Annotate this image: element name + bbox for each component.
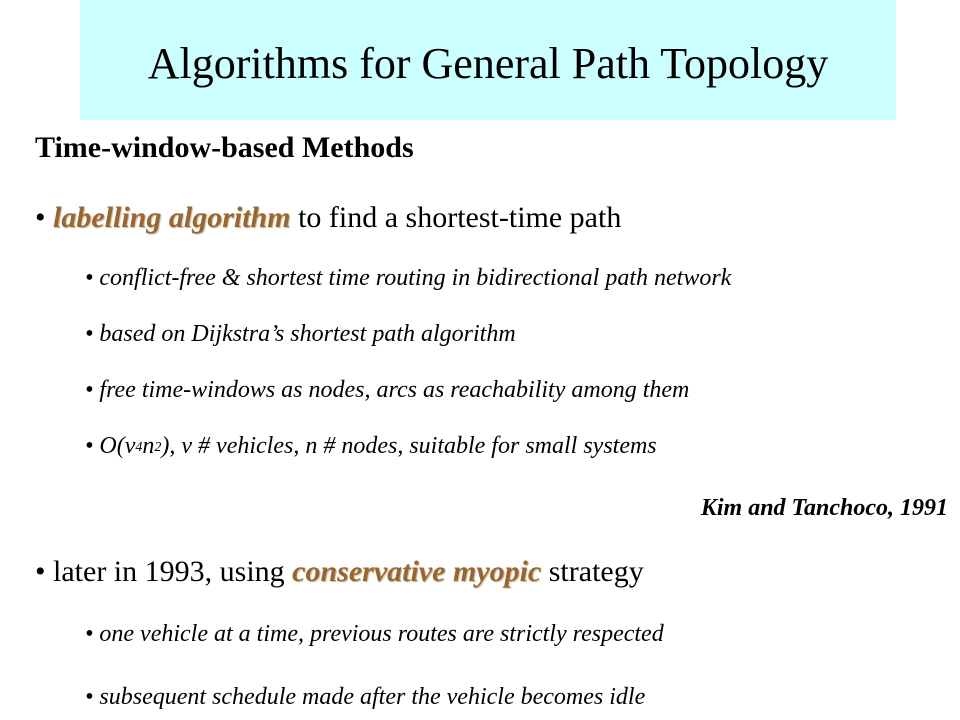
sub-bullet-marker: • [85,684,94,710]
bullet-labelling-algorithm [35,198,621,238]
subitem-text: based on Dijkstra’s shortest path algorithm [99,321,516,347]
sub-bullet-marker: • [85,321,94,347]
bullet-text: strategy [541,555,644,588]
sub-bullet-marker: • [85,377,94,403]
sub-bullet-marker: • [85,621,94,647]
complexity-rest: ), v # vehicles, n # nodes, suitable for small systems [161,433,657,459]
bullet-text: to find a shortest-time path [290,201,622,234]
bullet-marker: • [35,555,46,588]
bullet-conservative-myopic [35,552,644,592]
bullet-marker: • [35,201,46,234]
subitem-time-windows [85,374,689,406]
emphasis-labelling-algorithm: labelling algorithm [53,201,291,234]
sub-bullet-marker: • [85,433,94,459]
subitem-text: conflict-free & shortest time routing in bidirectional path network [99,265,732,291]
title-banner [80,0,896,120]
subitem-subsequent-schedule [85,681,645,713]
complexity-exponent-v: 4 [135,440,143,455]
subitem-conflict-free [85,262,731,294]
subitem-text: subsequent schedule made after the vehicle becomes idle [99,684,646,710]
subitem-complexity [85,430,657,462]
complexity-prefix: O(v [99,433,136,459]
subitem-text: free time-windows as nodes, arcs as reachability among them [99,377,690,403]
sub-bullet-marker: • [85,265,94,291]
emphasis-conservative-myopic: conservative myopic [292,555,542,588]
slide-title: Algorithms for General Path Topology [147,39,829,88]
subitem-one-vehicle [85,618,664,650]
subitem-text: one vehicle at a time, previous routes are strictly respected [99,621,664,647]
citation: Kim and Tanchoco, 1991 [700,495,948,521]
section-heading: Time-window-based Methods [35,131,414,164]
subitem-dijkstra [85,318,516,350]
complexity-mid: n [142,433,155,459]
bullet-text-pre: later in 1993, using [53,555,293,588]
complexity-exponent-n: 2 [154,440,162,455]
